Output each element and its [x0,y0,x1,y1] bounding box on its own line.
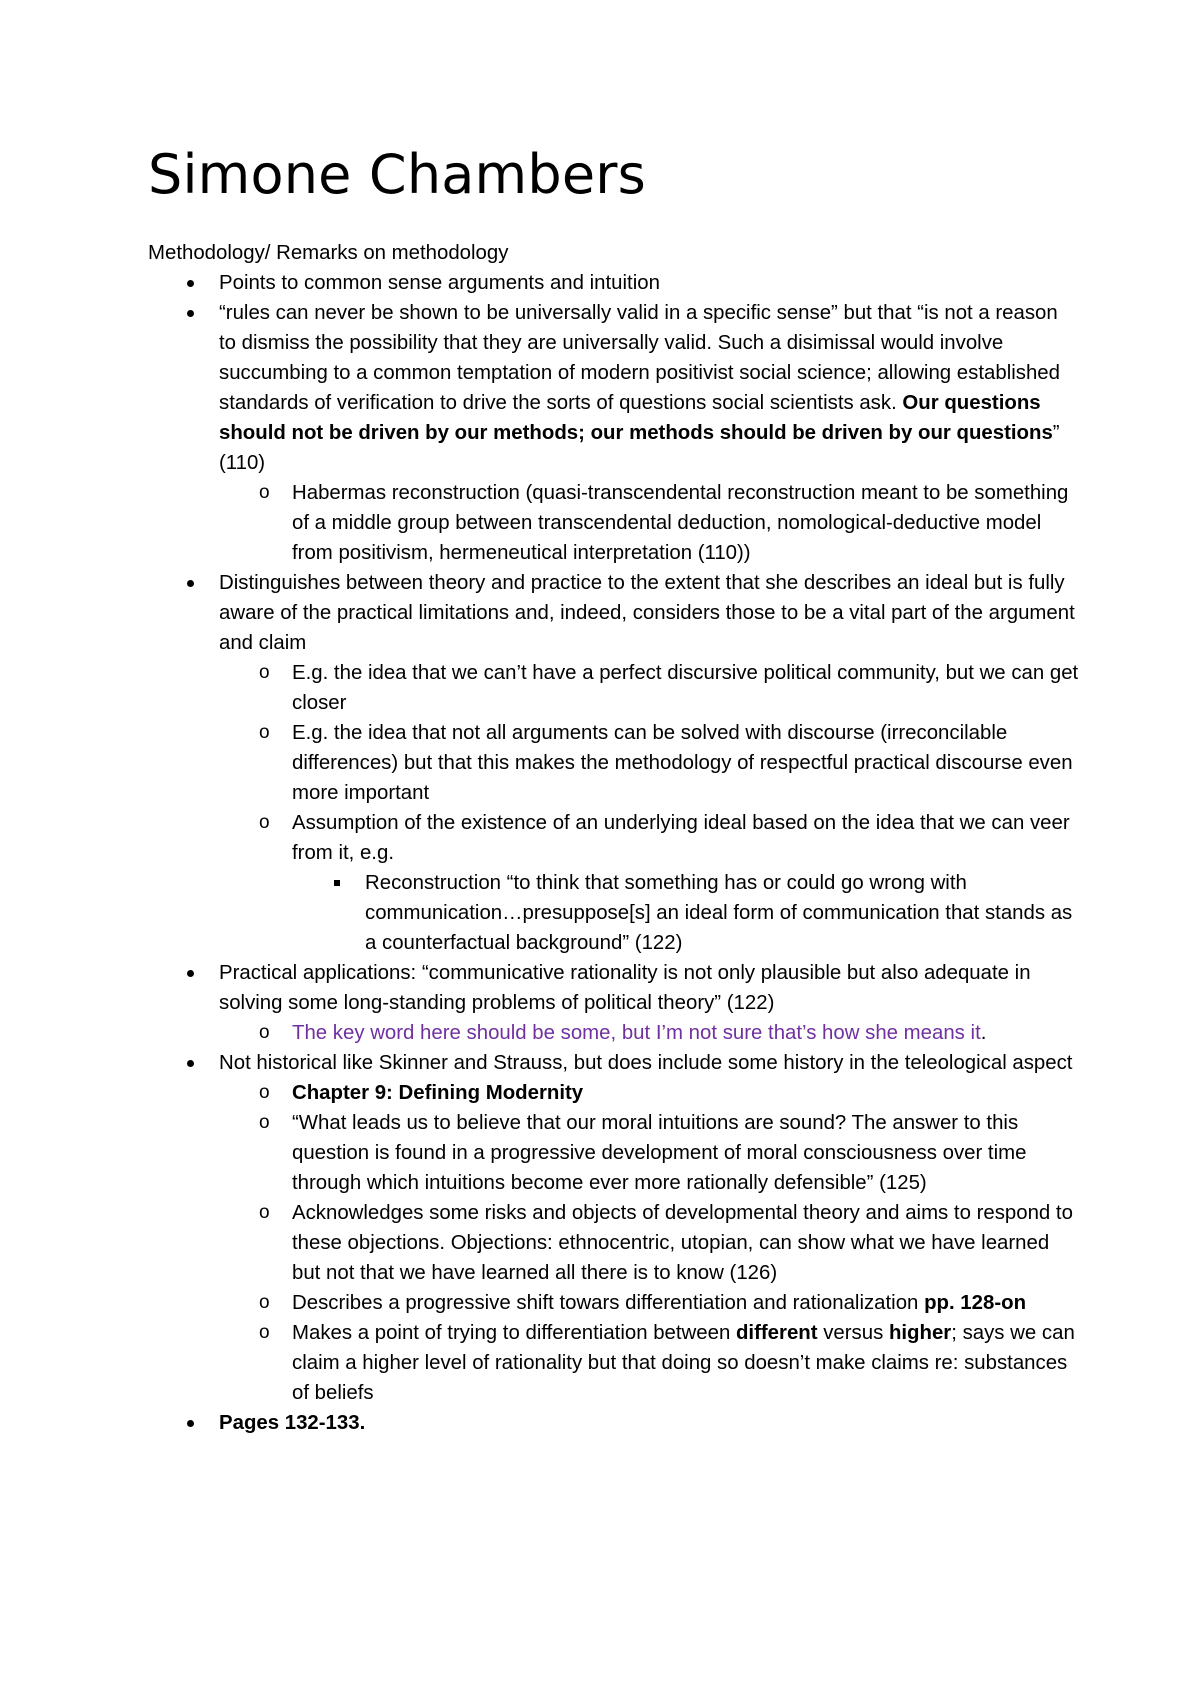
sub-list-item [219,1318,1080,1408]
sub-list-item-text: E.g. the idea that we can’t have a perfect discursive political community, but we can get closer [292,662,1079,714]
sub-list [219,658,1080,958]
list-item [148,1408,1080,1438]
bullet-disc-icon [187,970,194,977]
sub-list-item [219,1078,1080,1108]
sub-list-item [219,718,1080,808]
document-title: Simone Chambers [148,143,646,206]
sub-list-item [219,1108,1080,1198]
sub-sub-list-item [292,868,1080,958]
sub-list-item-text: Acknowledges some risks and objects of developmental theory and aims to respond to these objections. Objections: ethnocentric, utopian, can show what we have learned but not that we have learned all there is to know (126) [292,1202,1073,1284]
bullet-square-icon [334,880,340,886]
emphasis-different: different [735,1322,818,1344]
document-body [148,238,1080,1438]
sub-list-item-text: versus [817,1322,889,1344]
sub-list-item [219,478,1080,568]
bullet-circle-icon: o [259,1292,270,1313]
bullet-circle-icon: o [259,1082,270,1103]
bullet-circle-icon: o [259,1022,270,1043]
bullet-circle-icon: o [259,812,270,833]
pages-reference: Pages 132-133. [219,1412,366,1434]
sub-list [219,478,1080,568]
sub-list-item-text: ; says we can claim a higher level of rationality but that doing so doesn’t make claims re: substances of beliefs [292,1322,1075,1404]
sub-list-item [219,1288,1080,1318]
bullet-circle-icon: o [259,482,270,503]
emphasis-higher: higher [888,1322,952,1344]
bullet-circle-icon: o [259,662,270,683]
sub-list [219,1078,1080,1408]
list-item-text: Practical applications: “communicative rationality is not only plausible but also adequate in solving some long-standing problems of political theory” (122) [219,962,1031,1014]
list-item [148,958,1080,1048]
note-period: . [980,1022,987,1044]
list-item [148,298,1080,568]
list-item-text: Points to common sense arguments and intuition [219,272,660,294]
chapter-heading: Chapter 9: Defining Modernity [292,1082,584,1104]
sub-sub-list-item-text: Reconstruction “to think that something has or could go wrong with communication…presuppose[s] an ideal form of communication that stands as a counterfactual background” (122) [365,872,1073,954]
page-reference: pp. 128-on [924,1292,1027,1314]
list-item-text: Distinguishes between theory and practice to the extent that she describes an ideal but is fully aware of the practical limitations and, indeed, considers those to be a vital part of the argument and claim [219,572,1075,654]
bullet-list [148,268,1080,1438]
sub-list-item-text: E.g. the idea that not all arguments can be solved with discourse (irreconcilable differences) but that this makes the methodology of respectful practical discourse even more important [292,722,1073,804]
sub-list-item [219,1018,1080,1048]
bullet-disc-icon [187,1060,194,1067]
section-heading: Methodology/ Remarks on methodology [148,242,509,264]
bullet-disc-icon [187,310,194,317]
sub-list-item-text: Assumption of the existence of an underlying ideal based on the idea that we can veer from it, e.g. [292,812,1070,864]
bullet-circle-icon: o [259,1202,270,1223]
list-item [148,1048,1080,1408]
sub-list-item [219,1198,1080,1288]
sub-list [219,1018,1080,1048]
list-item-text: Not historical like Skinner and Strauss, but does include some history in the teleological aspect [219,1052,1073,1074]
sub-list-item-text: “What leads us to believe that our moral intuitions are sound? The answer to this question is found in a progressive development of moral consciousness over time through which intuitions become ever more rationally defensible” (125) [292,1112,1027,1194]
sub-list-item-text: Makes a point of trying to differentiation between [292,1322,736,1344]
bullet-disc-icon [187,280,194,287]
sub-list-item [219,658,1080,718]
sub-sub-list [292,868,1080,958]
list-item-text: “rules can never be shown to be universally valid in a specific sense” but that “is not a reason to dismiss the possibility that they are universally valid. Such a disimissal would involve succumbing to a common temptation of modern positivist social science; allowing established standards of verification to drive the sorts of questions social scientists ask. [219,302,1060,414]
list-item [148,268,1080,298]
bullet-disc-icon [187,1420,194,1427]
list-item-bold-text: Our questions should not be driven by our methods; our methods should be driven by our questions [219,392,1053,444]
bullet-circle-icon: o [259,722,270,743]
bullet-circle-icon: o [259,1322,270,1343]
list-item [148,568,1080,958]
bullet-disc-icon [187,580,194,587]
sub-list-item [219,808,1080,958]
highlighted-note-text: The key word here should be some, but I’m not sure that’s how she means it [292,1022,981,1044]
sub-list-item-text: Habermas reconstruction (quasi-transcendental reconstruction meant to be something of a middle group between transcendental deduction, nomological-deductive model from positivism, hermeneutical interpretation (110)) [292,482,1069,564]
list-item-text-end: ” (110) [219,422,1060,474]
bullet-circle-icon: o [259,1112,270,1133]
sub-list-item-text: Describes a progressive shift towars differentiation and rationalization [292,1292,925,1314]
